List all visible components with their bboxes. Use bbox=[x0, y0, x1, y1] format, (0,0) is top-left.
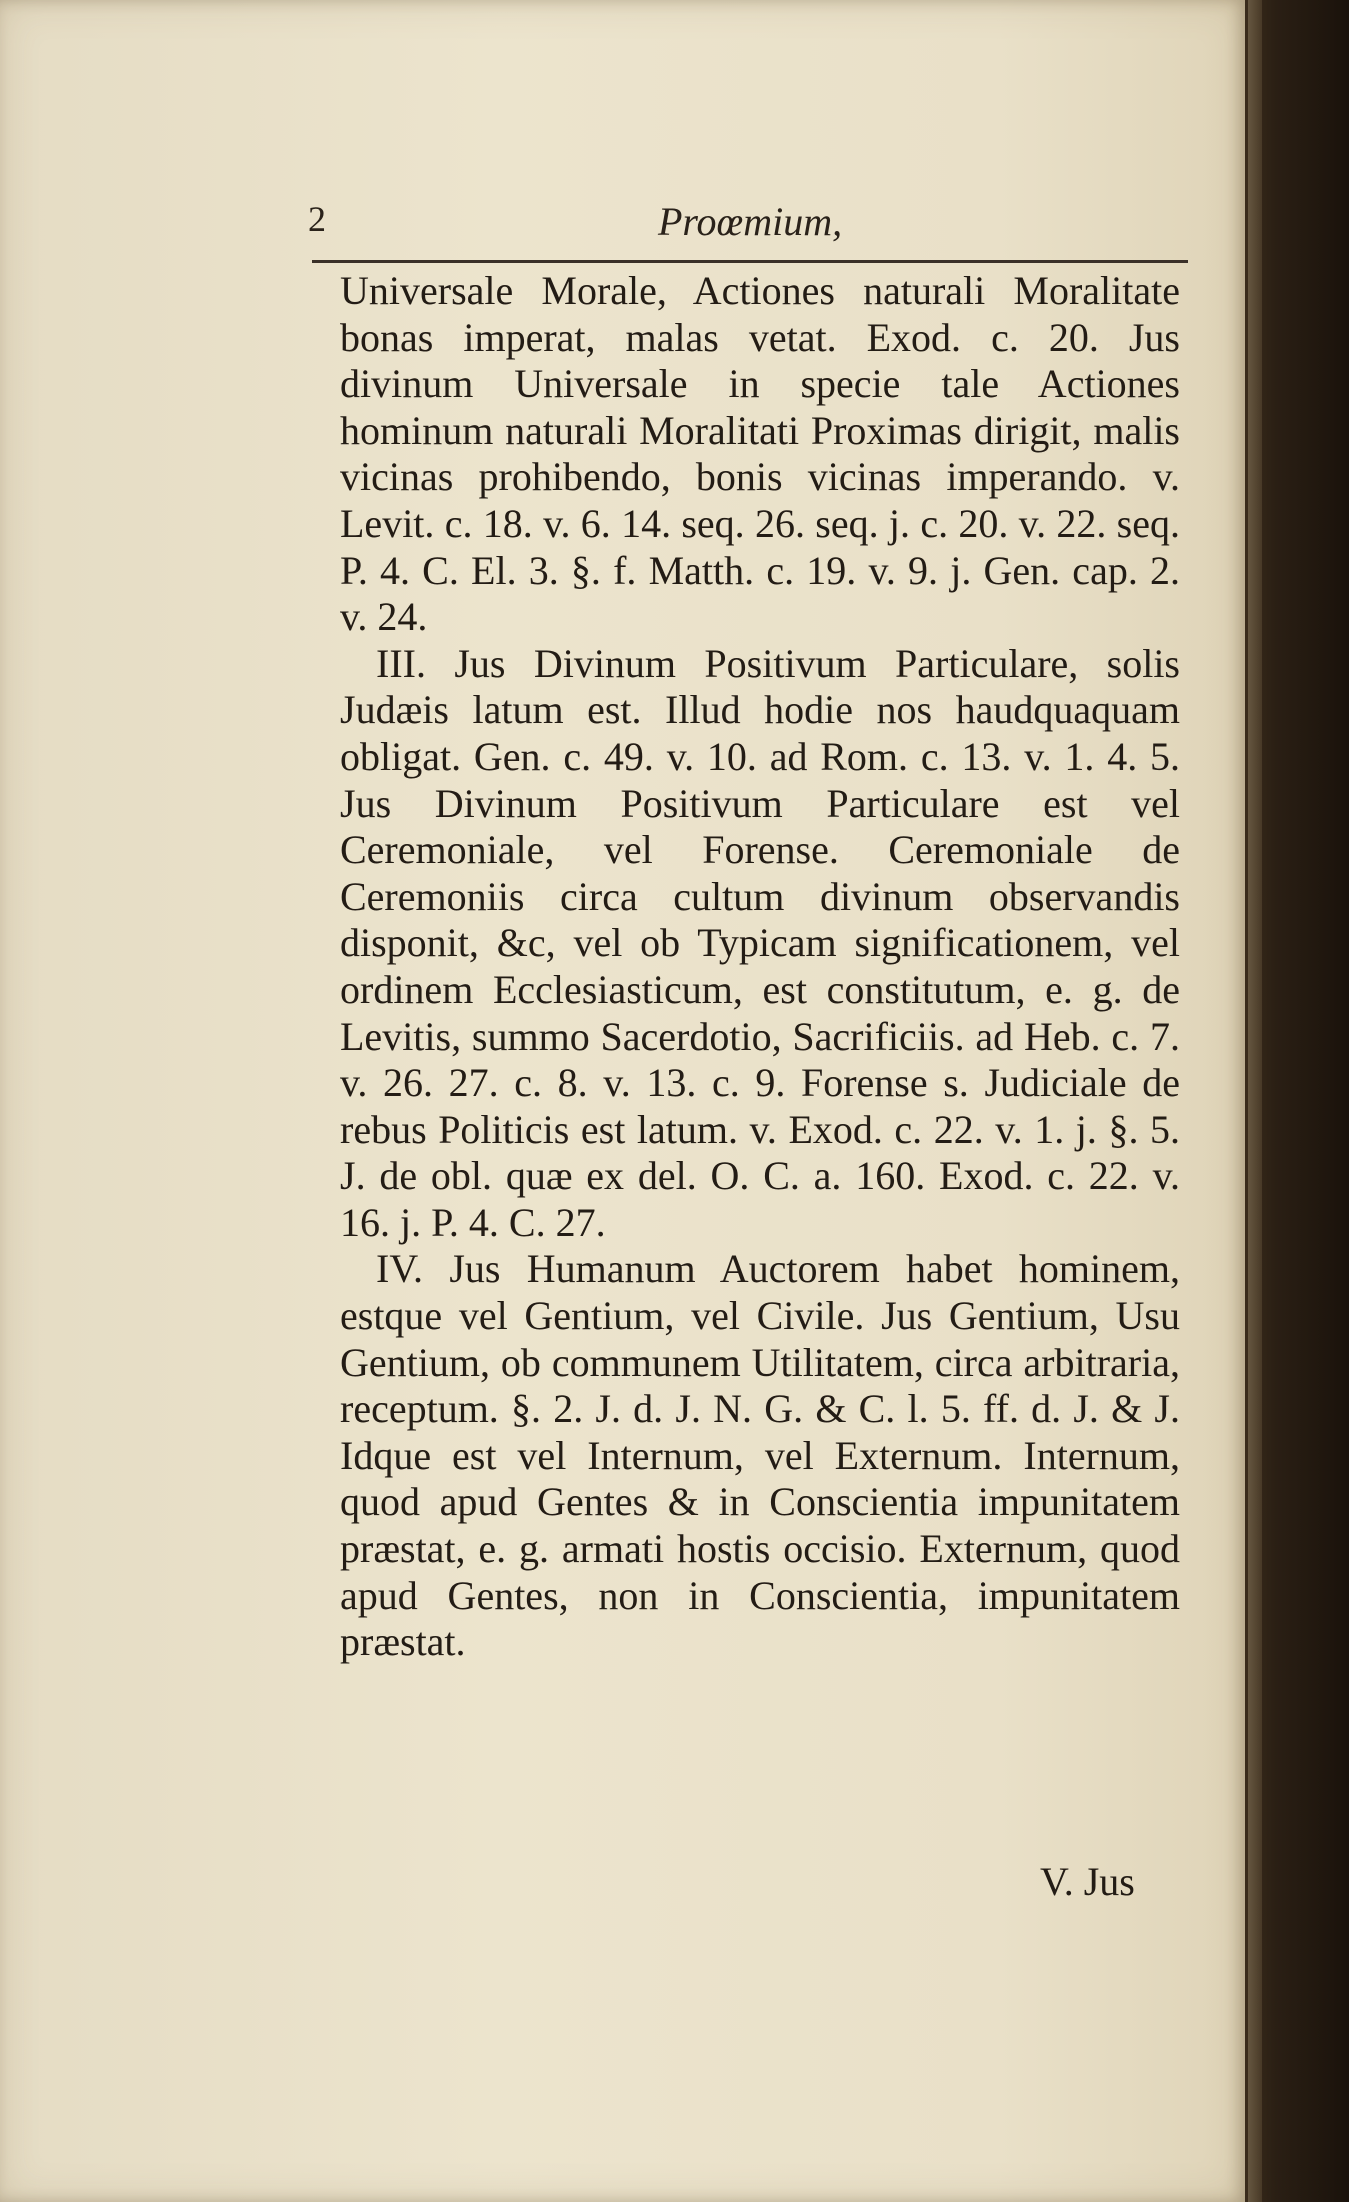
page-edge-strip bbox=[1248, 0, 1262, 2202]
paragraph-iii: III. Jus Divinum Positivum Particulare, solis Judæis latum est. Illud hodie nos haudquaquam obligat. Gen. c. 49. v. 10. ad Rom. c. 13. v. 1. 4. 5. Jus Divinum Positivum Particulare est vel Ceremoniale, vel Forense. Ceremoniale de Ceremoniis circa cultum divinum observandis disponit, &c, vel ob Typicam significationem, vel ordinem Ecclesiasticum, est constitutum, e. g. de Levitis, summo Sacerdotio, Sacrificiis. ad Heb. c. 7. v. 26. 27. c. 8. v. 13. c. 9. Forense s. Judiciale de rebus Politicis est latum. v. Exod. c. 22. v. 1. j. §. 5. J. de obl. quæ ex del. O. C. a. 160. Exod. c. 22. v. 16. j. P. 4. C. 27. bbox=[340, 640, 1180, 1245]
body-text bbox=[340, 268, 1180, 1666]
header-rule bbox=[312, 260, 1188, 263]
page-number: 2 bbox=[308, 199, 326, 239]
catchword: V. Jus bbox=[1040, 1859, 1135, 1904]
page-header bbox=[308, 198, 1188, 258]
paragraph-universale: Universale Morale, Actiones naturali Moralitate bonas imperat, malas vetat. Exod. c. 20. Jus divinum Universale in specie tale Actiones hominum naturali Moralitati Proximas dirigit, malis vicinas prohibendo, bonis vicinas imperando. v. Levit. c. 18. v. 6. 14. seq. 26. seq. j. c. 20. v. 22. seq. P. 4. C. El. 3. §. f. Matth. c. 19. v. 9. j. Gen. cap. 2. v. 24. bbox=[340, 268, 1180, 640]
paragraph-iv: IV. Jus Humanum Auctorem habet hominem, estque vel Gentium, vel Civile. Jus Gentium, Usu Gentium, ob communem Utilitatem, circa arbitraria, receptum. §. 2. J. d. J. N. G. & C. l. 5. ff. d. J. & J. Idque est vel Internum, vel Externum. Internum, quod apud Gentes & in Conscientia impunitatem præstat, e. g. armati hostis occisio. Externum, quod apud Gentes, non in Conscientia, impunitatem præstat. bbox=[340, 1246, 1180, 1665]
running-title: Proœmium, bbox=[658, 199, 843, 244]
